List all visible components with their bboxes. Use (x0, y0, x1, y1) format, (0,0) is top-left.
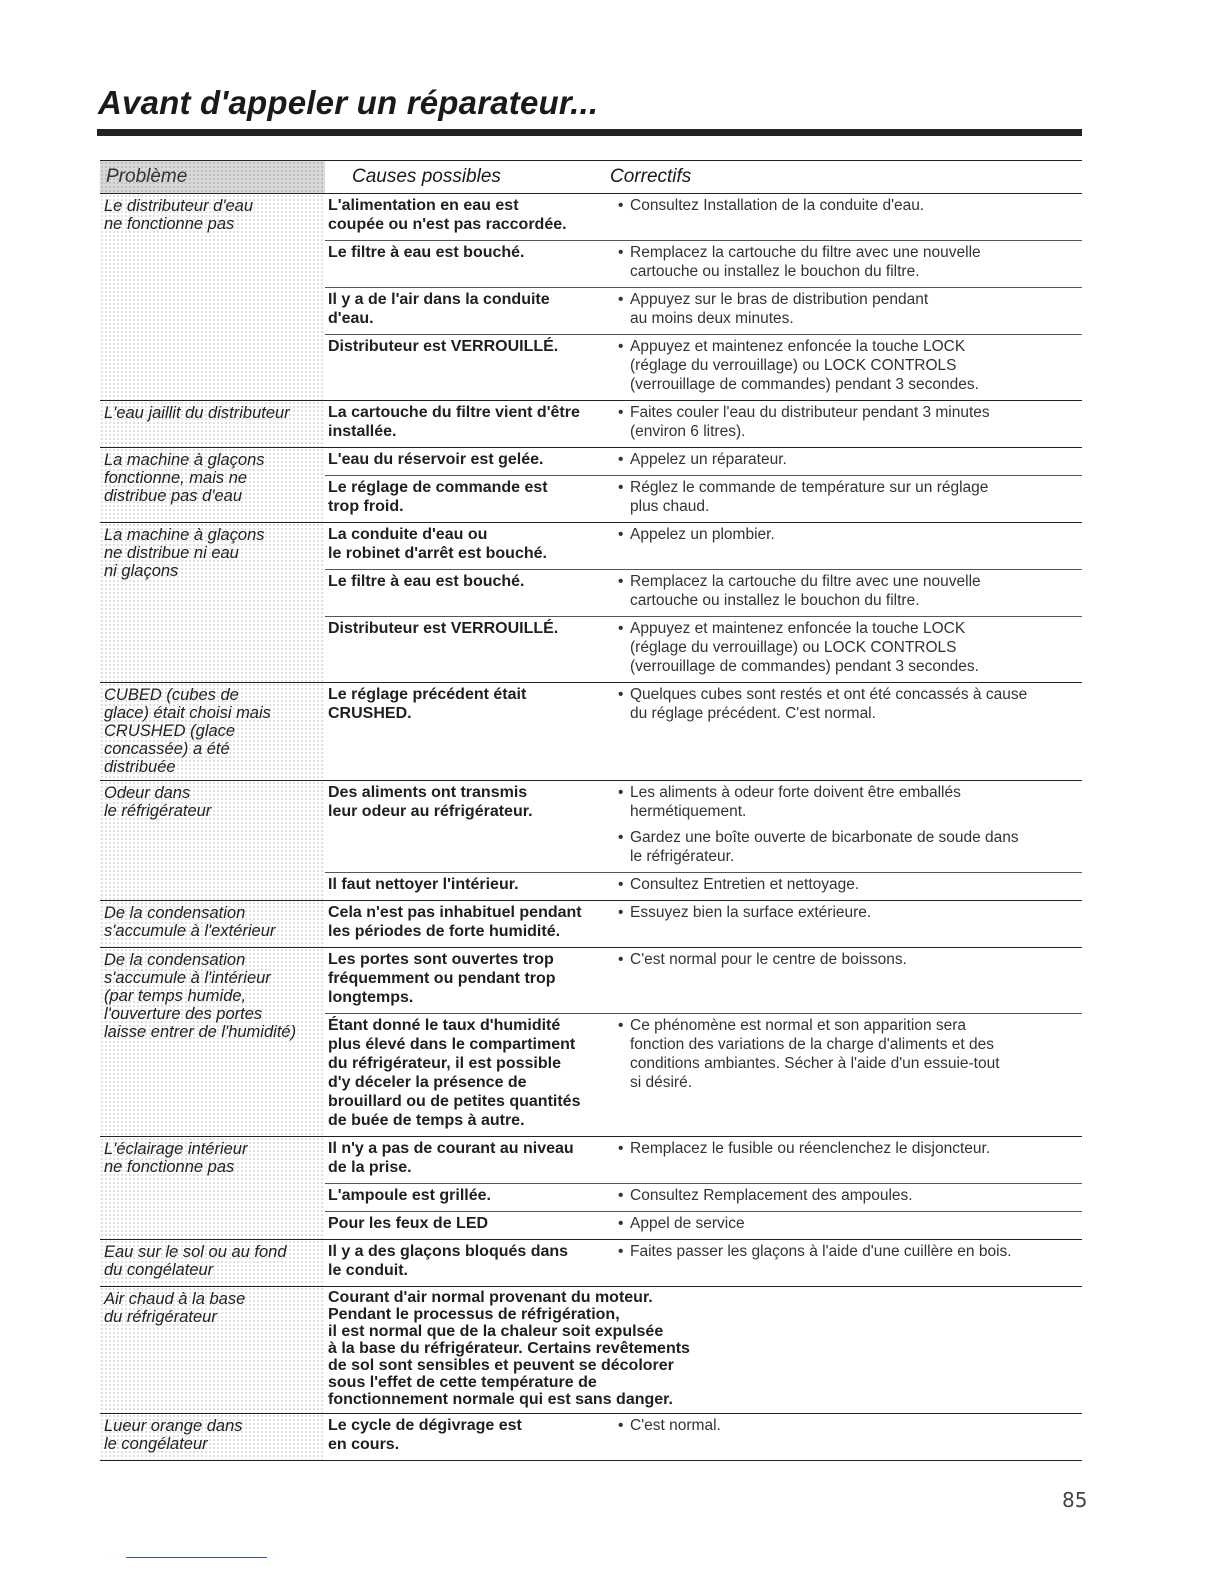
fix-cell (608, 1137, 1082, 1183)
problem-text: La machine à glaçons fonctionne, mais ne distribue pas d'eau (104, 451, 265, 505)
cause-cell (325, 873, 608, 900)
fix-text: Appuyez et maintenez enfoncée la touche LOCK (réglage du verrouillage) ou LOCK CONTROLS (verrouillage de commandes) pendant 3 secondes. (630, 620, 979, 675)
problem-group (100, 1287, 1082, 1414)
cause-text: Pour les feux de LED (328, 1215, 489, 1232)
bullet-icon: • (618, 197, 624, 214)
table-row (325, 901, 1082, 947)
problem-text: Lueur orange dans le congélateur (104, 1417, 243, 1453)
cause-cell (325, 523, 608, 569)
bullet-icon: • (618, 479, 624, 496)
table-row (325, 1240, 1082, 1286)
table-row (325, 335, 1082, 400)
fix-text: Appuyez et maintenez enfoncée la touche LOCK (réglage du verrouillage) ou LOCK CONTROLS (verrouillage de commandes) pendant 3 secondes. (630, 338, 979, 393)
table-row (325, 948, 1082, 1014)
table-row (325, 873, 1082, 900)
problem-group (100, 448, 1082, 523)
table-row (325, 1184, 1082, 1212)
title-rule (97, 129, 1082, 136)
cause-cell (325, 683, 608, 729)
problem-text: Odeur dans le réfrigérateur (104, 784, 212, 820)
cause-cell (325, 401, 608, 447)
bullet-icon: • (618, 1017, 624, 1034)
fix-item (618, 1016, 1074, 1092)
cause-cell (325, 1184, 608, 1211)
cause-rows (325, 523, 1082, 682)
bullet-icon: • (618, 686, 624, 703)
fix-item (618, 525, 1074, 544)
cause-cell (325, 617, 608, 682)
problem-text: De la condensation s'accumule à l'extérieur (104, 904, 276, 940)
problem-group (100, 1240, 1082, 1287)
page-number: 85 (1062, 1488, 1088, 1512)
fix-cell (608, 570, 1082, 616)
table-row (325, 401, 1082, 447)
table-row (325, 1414, 1082, 1460)
cause-rows (325, 401, 1082, 447)
cause-text: Il n'y a pas de courant au niveau de la prise. (328, 1140, 574, 1176)
fix-item (618, 783, 1074, 821)
bullet-icon: • (618, 404, 624, 421)
fix-text: Appuyez sur le bras de distribution pendant au moins deux minutes. (630, 291, 929, 327)
cause-rows (325, 1240, 1082, 1286)
fix-text: Consultez Remplacement des ampoules. (630, 1187, 913, 1204)
cause-text: Il y a des glaçons bloqués dans le conduit. (328, 1243, 569, 1279)
table-row (325, 194, 1082, 241)
fix-item (618, 1186, 1074, 1205)
fix-cell (608, 683, 1082, 729)
bullet-icon: • (618, 244, 624, 261)
fix-cell (608, 401, 1082, 447)
cause-cell (325, 570, 608, 616)
fix-cell (608, 194, 1082, 240)
fix-item (618, 337, 1074, 394)
cause-cell (325, 288, 608, 334)
fix-text: Faites passer les glaçons à l'aide d'une cuillère en bois. (630, 1243, 1012, 1260)
fix-cell (608, 781, 1082, 872)
problem-cell (100, 1287, 325, 1413)
problem-cell (100, 781, 325, 900)
fix-item (618, 685, 1074, 723)
fix-cell (608, 288, 1082, 334)
table-row (325, 683, 1082, 729)
fix-text: Quelques cubes sont restés et ont été concassés à cause du réglage précédent. C'est normal. (630, 686, 1028, 722)
problem-cell (100, 523, 325, 682)
table-row (325, 1212, 1082, 1239)
fix-item (618, 243, 1074, 281)
bullet-icon: • (618, 573, 624, 590)
bullet-icon: • (618, 1243, 624, 1260)
cause-text: Le filtre à eau est bouché. (328, 244, 525, 261)
fix-item (618, 403, 1074, 441)
fix-item (618, 875, 1074, 894)
table-header (100, 160, 1082, 194)
cause-rows (325, 901, 1082, 947)
cause-cell (325, 335, 608, 400)
table-row (325, 523, 1082, 570)
cause-cell (325, 241, 608, 287)
fix-item (618, 196, 1074, 215)
fix-cell (608, 448, 1082, 475)
cause-text: Il y a de l'air dans la conduite d'eau. (328, 291, 550, 327)
bullet-icon: • (618, 620, 624, 637)
cause-text: La conduite d'eau ou le robinet d'arrêt est bouché. (328, 526, 547, 562)
bullet-icon: • (618, 1140, 624, 1157)
fix-text: Appel de service (630, 1215, 745, 1232)
fix-text: Appelez un réparateur. (630, 451, 787, 468)
cause-text: Le filtre à eau est bouché. (328, 573, 525, 590)
cause-cell (325, 1212, 608, 1239)
fix-text: C'est normal. (630, 1417, 721, 1434)
table-body (100, 194, 1082, 1461)
cause-text: Les portes sont ouvertes trop fréquemment ou pendant trop longtemps. (328, 951, 556, 1006)
fix-item (618, 828, 1074, 866)
problem-text: De la condensation s'accumule à l'intérieur (par temps humide, l'ouverture des portes laisse entrer de l'humidité) (104, 951, 297, 1041)
problem-group (100, 194, 1082, 401)
fix-text: Ce phénomène est normal et son apparition sera fonction des variations de la charge d'aliments et des conditions ambiantes. Sécher à l'aide d'un essuie-tout si désiré. (630, 1017, 1000, 1091)
explanation-text: Courant d'air normal provenant du moteur. Pendant le processus de réfrigération, il est normal que de la chaleur soit expulsée à la base du réfrigérateur. Certains revêtements de sol sont sensibles et peuvent se décolorer sous l'effet de cette température de fonctionnement normale qui est sans danger. (328, 1289, 690, 1408)
problem-group (100, 781, 1082, 901)
fix-item (618, 903, 1074, 922)
problem-text: L'éclairage intérieur ne fonctionne pas (104, 1140, 248, 1176)
cause-rows (325, 448, 1082, 522)
cause-cell (325, 781, 608, 872)
bullet-icon: • (618, 904, 624, 921)
cause-text: L'ampoule est grillée. (328, 1187, 491, 1204)
fix-cell (608, 901, 1082, 947)
fix-item (618, 950, 1074, 969)
cause-text: Le cycle de dégivrage est en cours. (328, 1417, 522, 1453)
fix-item (618, 572, 1074, 610)
bullet-icon: • (618, 451, 624, 468)
footer-rule (126, 1557, 267, 1558)
fix-item (618, 290, 1074, 328)
problem-text: L'eau jaillit du distributeur (104, 404, 290, 422)
table-row (325, 1014, 1082, 1136)
problem-cell (100, 448, 325, 522)
table-row (325, 476, 1082, 522)
bullet-icon: • (618, 291, 624, 308)
table-row (325, 1137, 1082, 1184)
fix-cell (608, 1240, 1082, 1286)
fix-item (618, 450, 1074, 469)
problem-group (100, 401, 1082, 448)
table-row (325, 448, 1082, 476)
fix-text: Consultez Entretien et nettoyage. (630, 876, 860, 893)
fix-text: Remplacez le fusible ou réenclenchez le disjoncteur. (630, 1140, 991, 1157)
fix-text: Réglez le commande de température sur un réglage plus chaud. (630, 479, 989, 515)
cause-text: L'alimentation en eau est coupée ou n'est pas raccordée. (328, 197, 567, 233)
fix-text: Remplacez la cartouche du filtre avec une nouvelle cartouche ou installez le bouchon du filtre. (630, 573, 981, 609)
table-row (325, 617, 1082, 682)
bullet-icon: • (618, 829, 624, 846)
bullet-icon: • (618, 1215, 624, 1232)
fix-cell (608, 873, 1082, 900)
fix-item (618, 1139, 1074, 1158)
cause-cell (325, 194, 608, 240)
problem-cell (100, 194, 325, 400)
cause-cell (325, 901, 608, 947)
problem-text: CUBED (cubes de glace) était choisi mais CRUSHED (glace concassée) a été distribuée (104, 686, 271, 776)
problem-cell (100, 1414, 325, 1460)
table-row (325, 288, 1082, 335)
fix-text: Faites couler l'eau du distributeur pendant 3 minutes (environ 6 litres). (630, 404, 990, 440)
fix-text: Gardez une boîte ouverte de bicarbonate de soude dans le réfrigérateur. (630, 829, 1019, 865)
fix-cell (608, 1014, 1082, 1136)
cause-text: Le réglage précédent était CRUSHED. (328, 686, 527, 722)
bullet-icon: • (618, 876, 624, 893)
fix-cell (608, 241, 1082, 287)
cause-rows (325, 948, 1082, 1136)
problem-cell (100, 683, 325, 780)
bullet-icon: • (618, 1417, 624, 1434)
cause-text: La cartouche du filtre vient d'être installée. (328, 404, 580, 440)
fix-cell (608, 948, 1082, 1013)
fix-cell (608, 476, 1082, 522)
fix-text: Appelez un plombier. (630, 526, 775, 543)
header-causes: Causes possibles (352, 166, 501, 187)
fix-cell (608, 523, 1082, 569)
problem-cell (100, 1137, 325, 1239)
fix-cell (608, 1184, 1082, 1211)
cause-cell (325, 1414, 608, 1460)
header-fixes: Correctifs (610, 166, 692, 187)
bullet-icon: • (618, 1187, 624, 1204)
page-title: Avant d'appeler un réparateur... (98, 84, 599, 121)
cause-cell (325, 1014, 608, 1136)
cause-cell (325, 1240, 608, 1286)
bullet-icon: • (618, 951, 624, 968)
fix-item (618, 1242, 1074, 1261)
problem-cell (100, 948, 325, 1136)
table-row (325, 781, 1082, 873)
fix-cell (608, 1414, 1082, 1460)
cause-rows (325, 683, 1082, 780)
cause-rows (325, 1137, 1082, 1239)
bullet-icon: • (618, 338, 624, 355)
cause-cell (325, 476, 608, 522)
fix-text: Les aliments à odeur forte doivent être emballés hermétiquement. (630, 784, 961, 820)
bullet-icon: • (618, 784, 624, 801)
cause-text: Des aliments ont transmis leur odeur au réfrigérateur. (328, 784, 533, 820)
cause-text: Distributeur est VERROUILLÉ. (328, 620, 559, 637)
table-row (325, 241, 1082, 288)
fix-cell (608, 617, 1082, 682)
fix-text: Essuyez bien la surface extérieure. (630, 904, 872, 921)
cause-text: Cela n'est pas inhabituel pendant les périodes de forte humidité. (328, 904, 582, 940)
cause-rows (325, 781, 1082, 900)
problem-text: Air chaud à la base du réfrigérateur (104, 1290, 246, 1326)
problem-group (100, 523, 1082, 683)
header-problem: Problème (100, 161, 325, 193)
problem-group (100, 948, 1082, 1137)
cause-rows (325, 194, 1082, 400)
problem-text: Eau sur le sol ou au fond du congélateur (104, 1243, 287, 1279)
cause-text: Il faut nettoyer l'intérieur. (328, 876, 519, 893)
problem-group (100, 1414, 1082, 1461)
cause-text: Le réglage de commande est trop froid. (328, 479, 548, 515)
fix-text: Remplacez la cartouche du filtre avec une nouvelle cartouche ou installez le bouchon du filtre. (630, 244, 981, 280)
cause-rows (325, 1414, 1082, 1460)
problem-text: Le distributeur d'eau ne fonctionne pas (104, 197, 253, 233)
fix-text: Consultez Installation de la conduite d'eau. (630, 197, 925, 214)
problem-cell (100, 901, 325, 947)
cause-cell (325, 448, 608, 475)
cause-cell (325, 948, 608, 1013)
fix-cell (608, 335, 1082, 400)
cause-text: Étant donné le taux d'humidité plus élevé dans le compartiment du réfrigérateur, il est possible d'y déceler la présence de brouillard ou de petites quantités de buée de temps à autre. (328, 1017, 581, 1129)
fix-item (618, 1416, 1074, 1435)
troubleshooting-table (100, 160, 1082, 1461)
fix-item (618, 478, 1074, 516)
cause-text: Distributeur est VERROUILLÉ. (328, 338, 559, 355)
table-row (325, 570, 1082, 617)
problem-cell (100, 1240, 325, 1286)
bullet-icon: • (618, 526, 624, 543)
problem-group (100, 901, 1082, 948)
fix-item (618, 619, 1074, 676)
problem-group (100, 683, 1082, 781)
problem-group (100, 1137, 1082, 1240)
fix-item (618, 1214, 1074, 1233)
fix-cell (608, 1212, 1082, 1239)
problem-text: La machine à glaçons ne distribue ni eau ni glaçons (104, 526, 265, 580)
problem-cell (100, 401, 325, 447)
fix-text: C'est normal pour le centre de boissons. (630, 951, 907, 968)
cause-text: L'eau du réservoir est gelée. (328, 451, 544, 468)
cause-cell (325, 1137, 608, 1183)
